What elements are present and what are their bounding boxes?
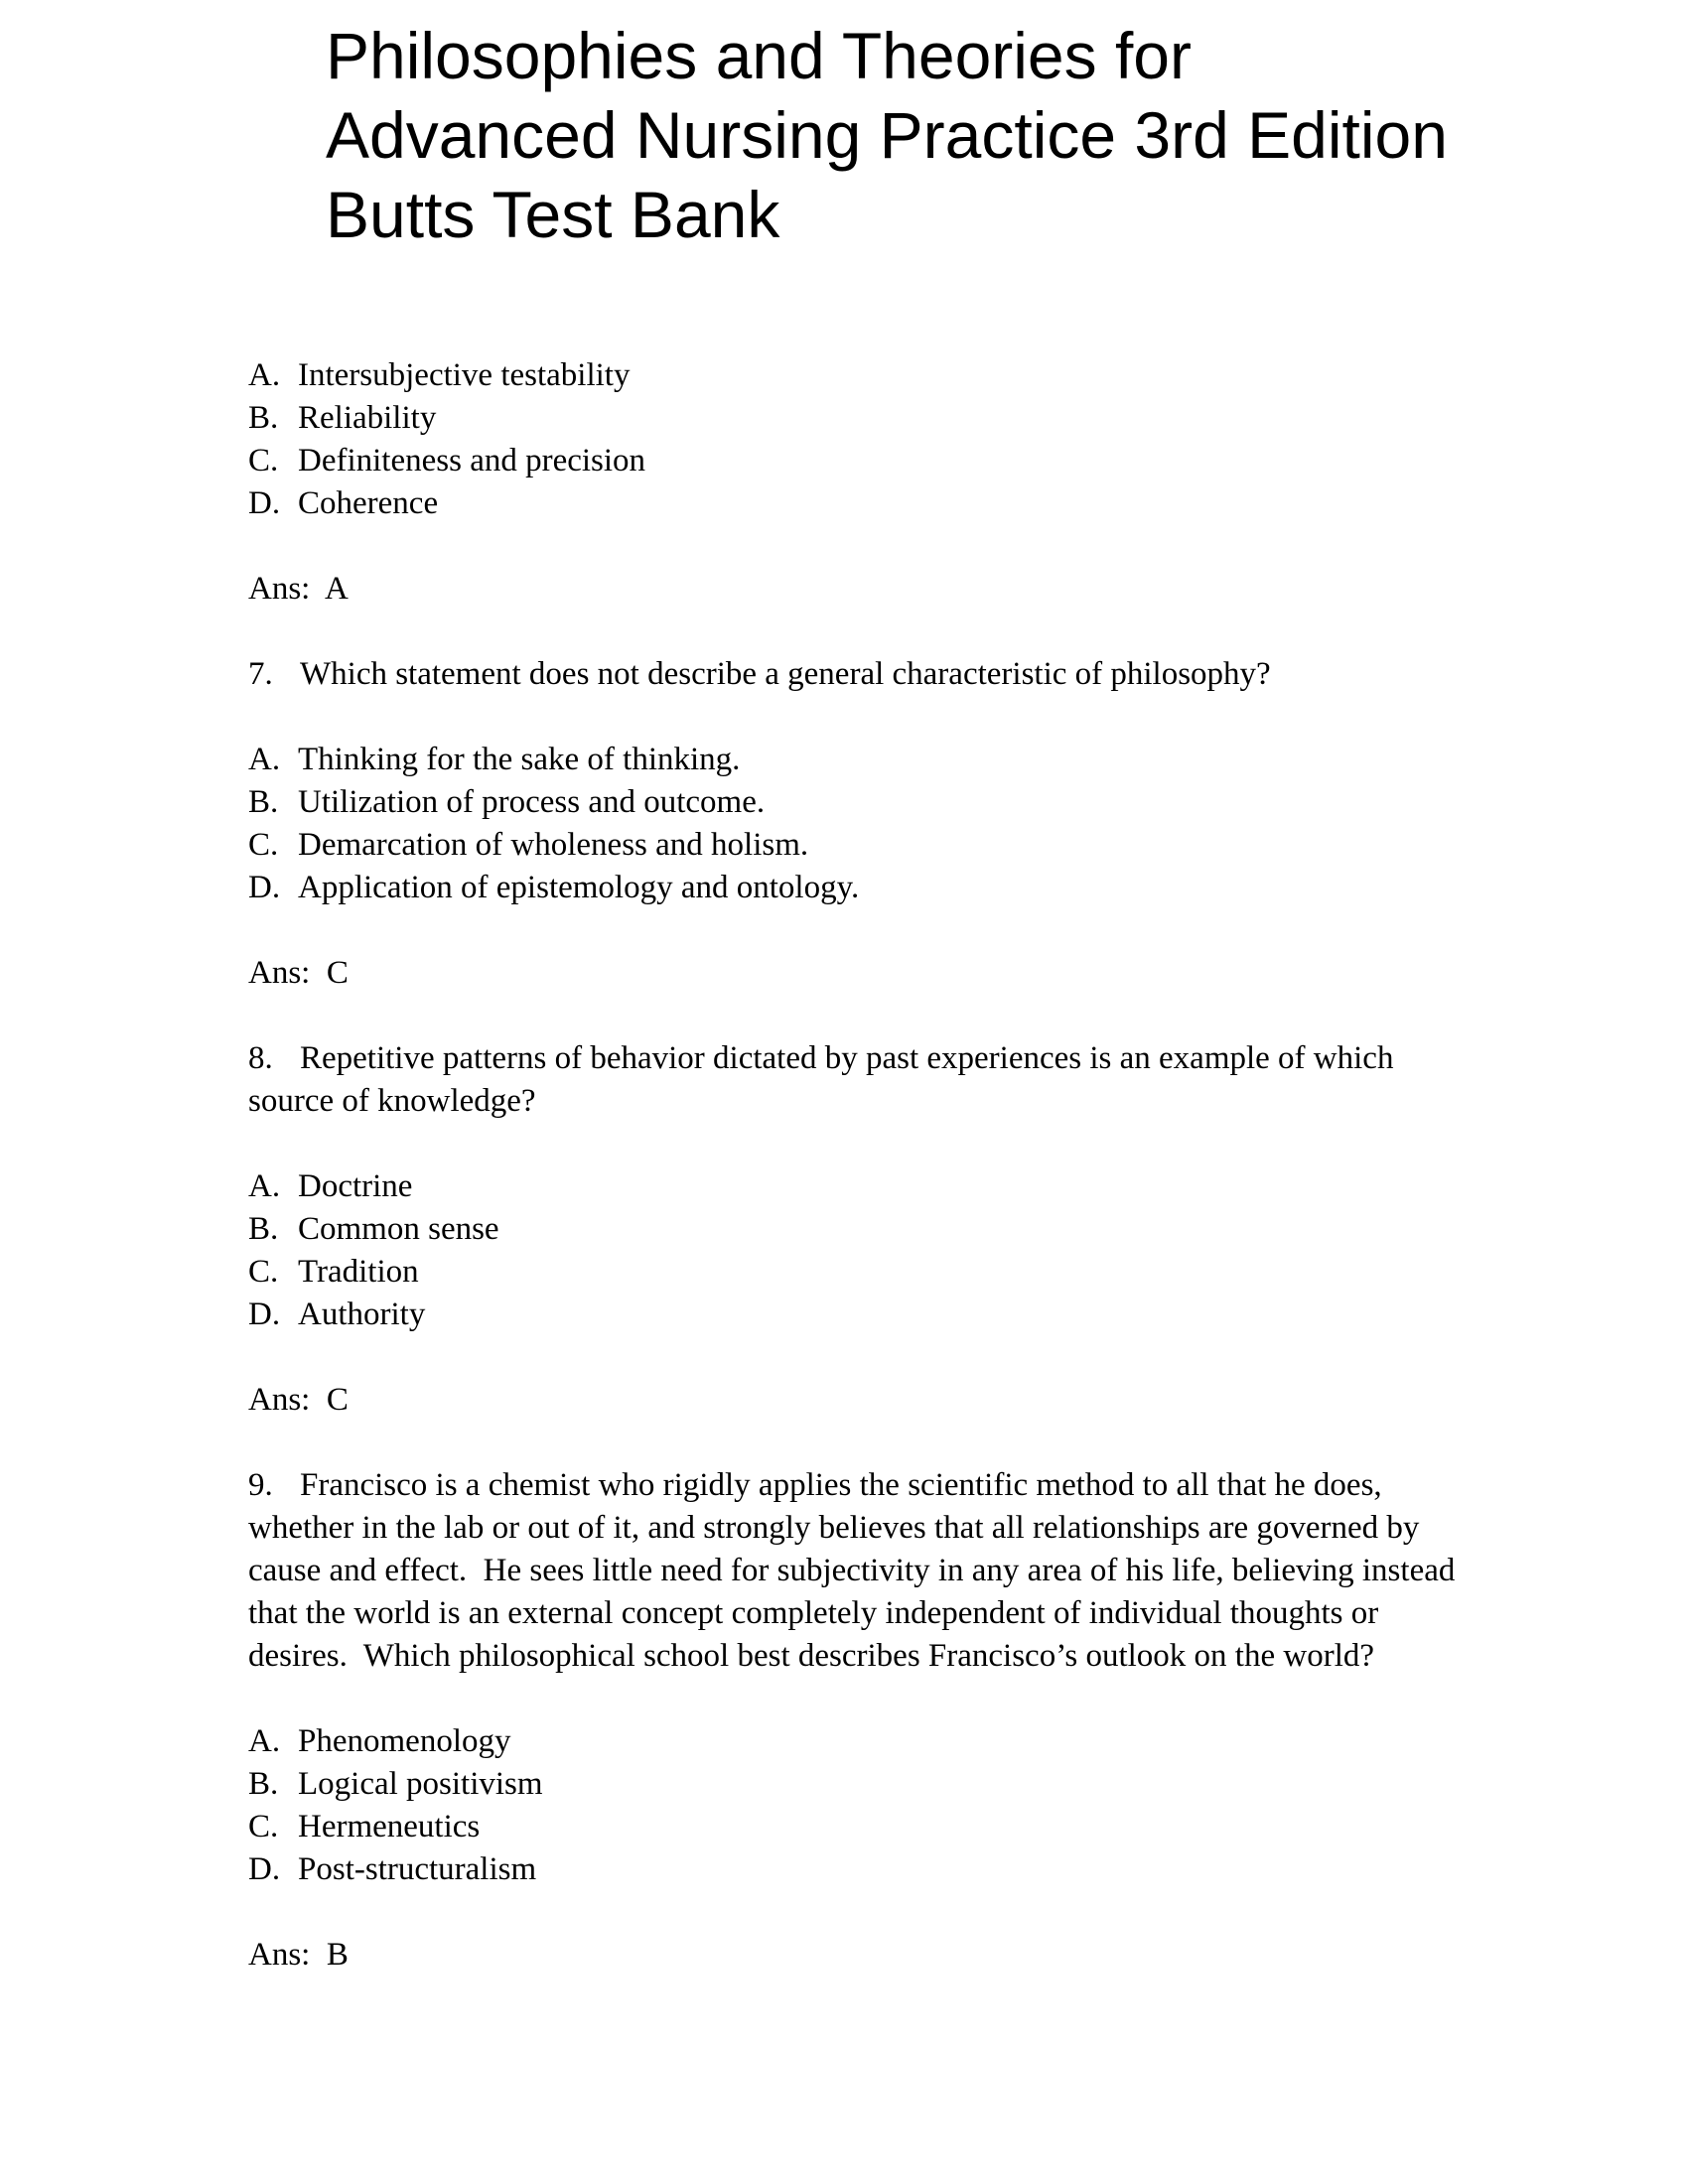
question-9-options — [248, 1720, 1479, 1891]
option-row — [248, 1208, 1479, 1251]
question-number: 8. — [248, 1040, 273, 1076]
option-letter: D. — [248, 1297, 281, 1332]
title-line-1: Philosophies and Theories for — [326, 19, 1192, 92]
question-8-text — [248, 1037, 1479, 1123]
question-text: Francisco is a chemist who rigidly applies the scientific method to all that he does, whether in the lab or out of it, and strongly believes that all relationships are governed by cause and effect. He sees little need for subjectivity in any area of his life, believing instead that the world is an external concept completely independent of individual thoughts or desires. Which philosophical school best describes Francisco’s outlook on the world? — [248, 1467, 1464, 1674]
option-row — [248, 1165, 1479, 1208]
question-7-options — [248, 739, 1479, 909]
option-letter: B. — [248, 400, 279, 436]
option-letter: B. — [248, 1766, 279, 1802]
document-title — [326, 16, 1448, 254]
option-letter: C. — [248, 443, 279, 478]
question-number: 9. — [248, 1467, 273, 1503]
question-9-answer: Ans: B — [248, 1937, 349, 1973]
option-letter: A. — [248, 1723, 281, 1759]
option-text: Coherence — [298, 485, 439, 521]
option-text: Post-structuralism — [298, 1851, 537, 1887]
question-6-options — [248, 354, 1479, 525]
option-text: Utilization of process and outcome. — [298, 784, 766, 820]
option-row — [248, 354, 1479, 397]
option-text: Authority — [298, 1297, 426, 1332]
option-row — [248, 1806, 1479, 1848]
option-letter: A. — [248, 742, 281, 777]
option-text: Thinking for the sake of thinking. — [298, 742, 741, 777]
option-text: Doctrine — [298, 1168, 413, 1204]
option-letter: D. — [248, 870, 281, 905]
question-7-answer: Ans: C — [248, 955, 349, 991]
option-row — [248, 482, 1479, 525]
option-text: Definiteness and precision — [298, 443, 646, 478]
question-7-text — [248, 653, 1479, 696]
document-body — [248, 354, 1479, 2019]
option-row — [248, 739, 1479, 781]
question-9-text — [248, 1464, 1479, 1678]
option-text: Common sense — [298, 1211, 499, 1247]
option-row — [248, 1763, 1479, 1806]
option-row — [248, 824, 1479, 867]
option-text: Tradition — [298, 1254, 419, 1290]
question-text: Repetitive patterns of behavior dictated by past experiences is an example of which source of knowledge? — [248, 1040, 1402, 1119]
option-text: Hermeneutics — [298, 1809, 481, 1844]
option-letter: A. — [248, 357, 281, 393]
question-text: Which statement does not describe a general characteristic of philosophy? — [300, 656, 1271, 692]
option-text: Demarcation of wholeness and holism. — [298, 827, 809, 863]
option-row — [248, 1848, 1479, 1891]
option-letter: C. — [248, 827, 279, 863]
option-letter: C. — [248, 1809, 279, 1844]
option-letter: C. — [248, 1254, 279, 1290]
option-text: Intersubjective testability — [298, 357, 631, 393]
option-row — [248, 867, 1479, 909]
option-row — [248, 440, 1479, 482]
option-letter: D. — [248, 1851, 281, 1887]
option-text: Reliability — [298, 400, 437, 436]
question-8-options — [248, 1165, 1479, 1336]
option-letter: A. — [248, 1168, 281, 1204]
option-row — [248, 1294, 1479, 1336]
option-row — [248, 781, 1479, 824]
option-row — [248, 1720, 1479, 1763]
option-text: Phenomenology — [298, 1723, 511, 1759]
title-line-3: Butts Test Bank — [326, 178, 780, 251]
option-row — [248, 397, 1479, 440]
option-text: Application of epistemology and ontology. — [298, 870, 860, 905]
question-8-answer: Ans: C — [248, 1382, 349, 1418]
option-text: Logical positivism — [298, 1766, 543, 1802]
question-6-answer: Ans: A — [248, 571, 349, 607]
option-letter: B. — [248, 1211, 279, 1247]
option-letter: B. — [248, 784, 279, 820]
option-row — [248, 1251, 1479, 1294]
title-line-2: Advanced Nursing Practice 3rd Edition — [326, 98, 1448, 172]
option-letter: D. — [248, 485, 281, 521]
question-number: 7. — [248, 656, 273, 692]
